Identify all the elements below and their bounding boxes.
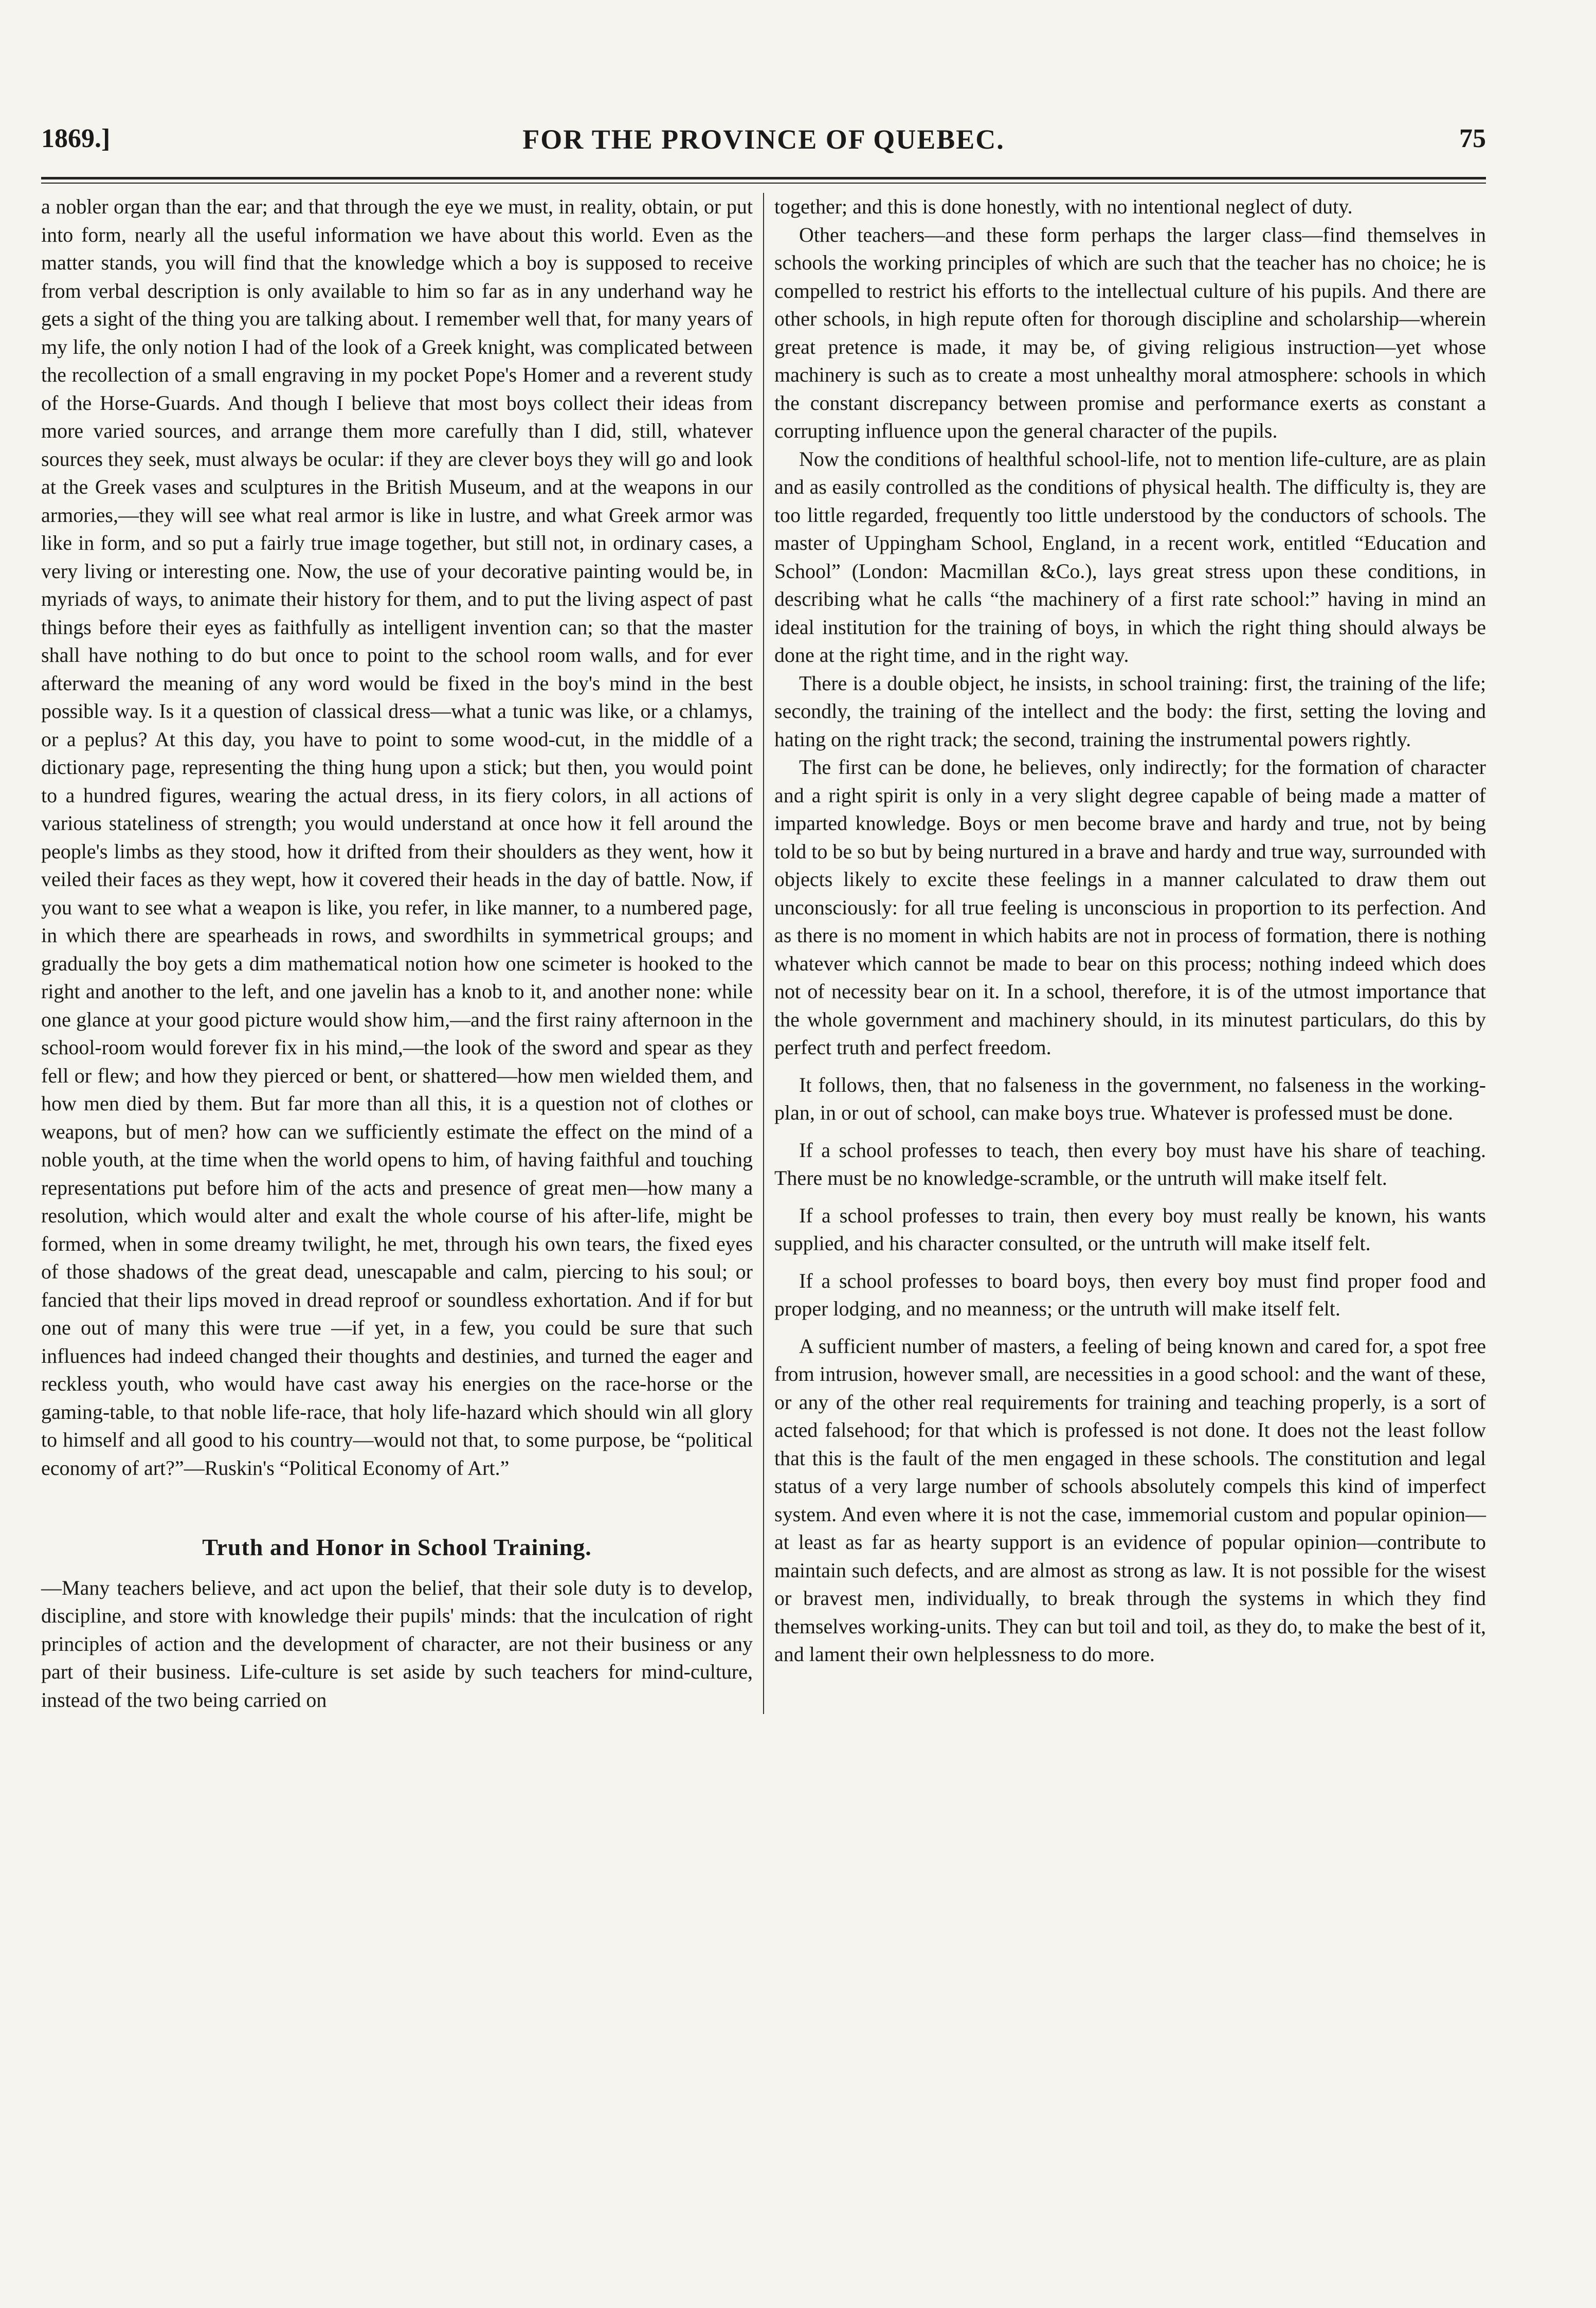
page-number: 75 xyxy=(1459,124,1486,153)
article-paragraph: together; and this is done honestly, with no intentional neglect of duty. xyxy=(774,195,1353,218)
article-paragraph: Now the conditions of healthful school-life, not to mention life-culture, are as plain and as easily controlled as the conditions of physical health. The difficulty is, they are too little regarded, frequently too little understood by the conductors of schools. The master of Uppingham School, England, in a recent work, entitled “Education and School” (London: Macmillan &Co.), lays great stress upon these conditions, in describing what he calls “the machinery of a first rate school:” having in mind an ideal institution for the training of boys, in which the right thing should always be done at the right time, and in the right way. xyxy=(774,447,1486,666)
article-paragraph: It follows, then, that no falseness in the government, no falseness in the working-plan, in or out of school, can make boys true. Whatever is professed must be done. xyxy=(774,1073,1486,1124)
article-paragraph: Other teachers—and these form perhaps the larger class—find themselves in schools the working principles of which are such that the teacher has no choice; he is compelled to restrict his efforts to the intellectual culture of his pupils. And there are other schools, in high repute often for thorough discipline and scholarship—wherein great pretence is made, it may be, of giving religious instruction—yet whose machinery is such as to create a most unhealthy moral atmosphere: schools in which the constant discrepancy between promise and performance exerts as constant a corrupting influence upon the general character of the pupils. xyxy=(774,223,1486,442)
article-paragraph: If a school professes to train, then every boy must really be known, his wants supplied, and his character consulted, or the untruth will make itself felt. xyxy=(774,1203,1486,1255)
article-paragraph: A sufficient number of masters, a feeling of being known and cared for, a spot free from intrusion, however small, are necessities in a good school: and the want of these, or any of the other real requirements for training and teaching properly, is a sort of acted falsehood; for that which is professed is not done. It does not the least follow that this is the fault of the men engaged in these schools. The constitution and legal status of a very large number of schools absolutely compels this kind of imperfect system. And even where it is not the case, immemorial custom and popular opinion—at least as far as hearty support is an evidence of popular opinion—contribute to maintain such defects, and are almost as strong as law. It is not possible for the wisest or bravest men, individually, to break through the systems in which they find themselves working-units. They can but toil and toil, as they do, to make the best of it, and lament their own helplessness to do more. xyxy=(774,1334,1486,1666)
running-header xyxy=(41,118,1486,170)
article-paragraph: The first can be done, he believes, only indirectly; for the formation of character and a right spirit is only in a very slight degree capable of being made a matter of imparted knowledge. Boys or men become brave and hardy and true, not by being told to be so but by being nurtured in a brave and hardy and true way, surrounded with objects likely to excite these feelings in a manner calculated to draw them out unconsciously: for all true feeling is unconscious in proportion to its perfection. And as there is no moment in which habits are not in process of formation, there is nothing whatever which cannot be made to bear on this process; nothing indeed which does not of necessity bear on it. In a school, therefore, it is of the utmost importance that the whole government and machinery should, in its minutest particulars, do this by perfect truth and perfect freedom. xyxy=(774,755,1486,1059)
header-year: 1869.] xyxy=(41,124,111,153)
left-column xyxy=(41,193,763,1714)
article-paragraph: If a school professes to board boys, then every boy must find proper food and proper lodging, and no meanness; or the untruth will make itself felt. xyxy=(774,1269,1486,1320)
right-column xyxy=(763,193,1486,1714)
journal-page xyxy=(41,118,1486,1714)
header-title: FOR THE PROVINCE OF QUEBEC. xyxy=(522,124,1005,155)
header-rule-thin xyxy=(41,183,1486,184)
section-title: Truth and Honor in School Training. xyxy=(202,1534,592,1560)
header-rule-thick xyxy=(41,177,1486,179)
article-paragraph: There is a double object, he insists, in school training: first, the training of the life; secondly, the training of the intellect and the body: the first, setting the loving and hating on the right track; the second, training the instrumental powers rightly. xyxy=(774,671,1486,751)
two-column-body xyxy=(41,193,1486,1714)
article-paragraph: If a school professes to teach, then every boy must have his share of teaching. There must be no knowledge-scramble, or the untruth will make itself felt. xyxy=(774,1138,1486,1189)
ruskin-excerpt-paragraph: a nobler organ than the ear; and that through the eye we must, in reality, obtain, or put into form, nearly all the useful information we have about this world. Even as the matter stands, you will find that the knowledge which a boy is supposed to receive from verbal description is only available to him so far as in any underhand way he gets a sight of the thing you are talking about. I remember well that, for many years of my life, the only notion I had of the look of a Greek knight, was complicated between the recollection of a small engraving in my pocket Pope's Homer and a reverent study of the Horse-Guards. And though I believe that most boys collect their ideas from more varied sources, and arrange them more carefully than I did, still, whatever sources they seek, must always be ocular: if they are clever boys they will go and look at the Greek vases and sculptures in the British Museum, and at the weapons in our armories,—they will see what real armor is like in lustre, and what Greek armor was like in form, and so put a fairly true image together, but still not, in ordinary cases, a very living or interesting one. Now, the use of your decorative painting would be, in myriads of ways, to animate their history for them, and to put the living aspect of past things before their eyes as faithfully as intelligent invention can; so that the master shall have nothing to do but once to point to the school room walls, and for ever afterward the meaning of any word would be fixed in the boy's mind in the best possible way. Is it a question of classical dress—what a tunic was like, or a chlamys, or a peplus? At this day, you have to point to some wood-cut, in the middle of a dictionary page, representing the thing hung upon a stick; but then, you would point to a hundred figures, wearing the actual dress, in its fiery colors, in all actions of various stateliness of strength; you would understand at once how it fell around the people's limbs as they stood, how it drifted from their shoulders as they went, how it veiled their faces as they wept, how it covered their heads in the day of battle. Now, if you want to see what a weapon is like, you refer, in like manner, to a numbered page, in which there are spearheads in rows, and swordhilts in symmetrical groups; and gradually the boy gets a dim mathematical notion how one scimeter is hooked to the right and another to the left, and one javelin has a knob to it, and another none: while one glance at your good picture would show him,—and the first rainy afternoon in the school-room would forever fix in his mind,—the look of the sword and spear as they fell or flew; and how they pierced or bent, or shattered—how men wielded them, and how men died by them. But far more than all this, it is a question not of clothes or weapons, but of men? how can we sufficiently estimate the effect on the mind of a noble youth, at the time when the world opens to him, of having faithful and touching representations put before him of the acts and presence of great men—how many a resolution, which would alter and exalt the whole course of his after-life, might be formed, when in some dreamy twilight, he met, through his own tears, the fixed eyes of those shadows of the great dead, unescapable and calm, piercing to his soul; or fancied that their lips moved in dread reproof or soundless exhortation. And if for but one out of many this were true —if yet, in a few, you could be sure that such influences had indeed changed their thoughts and destinies, and turned the eager and reckless youth, who would have cast away his energies on the race-horse or the gaming-table, to that noble life-race, that holy life-hazard which should win all glory to himself and all good to his country—would not that, to some purpose, be “political economy of art?”—Ruskin's “Political Economy of Art.” xyxy=(41,195,753,1480)
article-opening-paragraph: —Many teachers believe, and act upon the belief, that their sole duty is to develop, discipline, and store with knowledge their pupils' minds: that the inculcation of right principles of action and the development of character, are not their business or any part of their business. Life-culture is set aside by such teachers for mind-culture, instead of the two being carried on xyxy=(41,1576,753,1711)
